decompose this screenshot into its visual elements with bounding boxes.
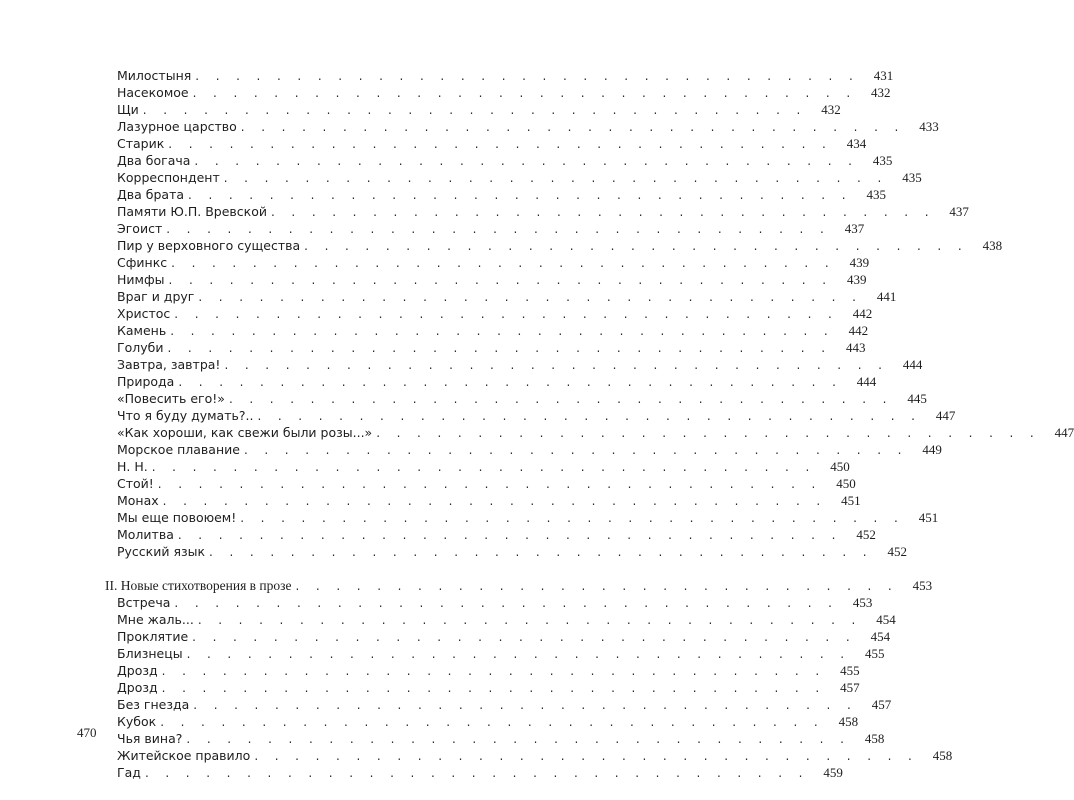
toc-entry bbox=[105, 118, 939, 135]
leader-dots: . . . . . . . . . . . . . . . . . . . . . . . . . . . . . . . . . bbox=[161, 681, 826, 695]
leader-dots: . . . . . . . . . . . . . . . . . . . . . . . . . . . . . . . . . bbox=[142, 103, 807, 117]
section-gap bbox=[105, 560, 457, 577]
leader-dots: . . . . . . . . . . . . . . . . . . . . . . . . . . . . . . . . . bbox=[168, 137, 833, 151]
leader-dots: . . . . . . . . . . . . . . . . . . . . . . . . . . . . . . . . . bbox=[195, 69, 860, 83]
leader-dots: . . . . . . . . . . . . . . . . . . . . . . . . . . . . . . . . . bbox=[170, 324, 835, 338]
entry-page-number: 455 bbox=[865, 646, 885, 661]
entry-title: Памяти Ю.П. Вревской bbox=[117, 204, 267, 219]
leader-dots: . . . . . . . . . . . . . . . . . . . . . . . . . . . . . . . . . bbox=[160, 715, 825, 729]
toc-entry bbox=[105, 424, 1074, 441]
entry-page-number: 431 bbox=[873, 68, 894, 83]
entry-page-number: 453 bbox=[852, 595, 873, 610]
entry-page-number: 447 bbox=[1054, 425, 1074, 440]
entry-page-number: 442 bbox=[852, 306, 873, 321]
leader-dots: . . . . . . . . . . . . . . . . . . . . . . . . . . . . . . . . . bbox=[376, 426, 1041, 440]
leader-dots: . . . . . . . . . . . . . . . . . . . . . . . . . . . . . . . . . bbox=[194, 154, 859, 168]
leader-dots: . . . . . . . . . . . . . . . . . . . . . . . . . . . . . . . . . bbox=[223, 171, 888, 185]
entry-title: Природа bbox=[117, 374, 175, 389]
entry-title: Эгоист bbox=[117, 221, 163, 236]
entry-title: Завтра, завтра! bbox=[117, 357, 221, 372]
entry-title: Пир у верховного существа bbox=[117, 238, 301, 253]
leader-dots: . . . . . . . . . . . . . . . . . . . . . . . . . . . . . . . . . bbox=[240, 120, 905, 134]
entry-title: Лазурное царство bbox=[117, 119, 237, 134]
entry-page-number: 433 bbox=[919, 119, 939, 134]
toc-part-heading bbox=[105, 577, 933, 594]
toc-entry bbox=[105, 220, 865, 237]
toc-entry bbox=[105, 611, 896, 628]
entry-page-number: 434 bbox=[846, 136, 867, 151]
leader-dots: . . . . . . . . . . . . . . . . . . . . . . . . . . . . . . . . . bbox=[228, 392, 893, 406]
leader-dots: . . . . . . . . . . . . . . . . . . . . . . . . . . . . . . . . . bbox=[224, 358, 889, 372]
toc-entry bbox=[105, 169, 922, 186]
toc-entry bbox=[105, 662, 860, 679]
entry-title: Житейское правило bbox=[117, 748, 251, 763]
entry-title: Старик bbox=[117, 136, 165, 151]
entry-title: Встреча bbox=[117, 595, 171, 610]
leader-dots: . . . . . . . . . . . . . . . . . . . . . . . . . . . . . . . . . bbox=[157, 477, 822, 491]
leader-dots: . . . . . . . . . . . . . . . . . . . . . . . . . . . . . . . . . bbox=[162, 494, 827, 508]
table-of-contents bbox=[105, 67, 1074, 781]
entry-page-number: 442 bbox=[848, 323, 869, 338]
entry-title: «Как хороши, как свежи были розы...» bbox=[117, 425, 373, 440]
entry-title: Морское плавание bbox=[117, 442, 240, 457]
entry-page-number: 438 bbox=[982, 238, 1003, 253]
leader-dots: . . . . . . . . . . . . . . . . . . . . . . . . . . . . . . . . . bbox=[151, 460, 816, 474]
entry-page-number: 439 bbox=[849, 255, 870, 270]
entry-page-number: 450 bbox=[830, 459, 850, 474]
entry-title: Чья вина? bbox=[117, 731, 183, 746]
entry-page-number: 435 bbox=[866, 187, 886, 202]
entry-title: Два брата bbox=[117, 187, 185, 202]
entry-title: Гад bbox=[117, 765, 141, 780]
leader-dots: . . . . . . . . . . . . . . . . . . . . . . . . . . . . . . . . . bbox=[198, 290, 863, 304]
entry-title: Дрозд bbox=[117, 663, 158, 678]
entry-page-number: 459 bbox=[823, 765, 843, 780]
leader-dots: . . . . . . . . . . . . . . . . . . . . . . . . . . . . . . . . . bbox=[188, 188, 852, 202]
toc-entry bbox=[105, 679, 860, 696]
leader-dots: . . . . . . . . . . . . . . . . . . . . . . . . . . . . . . . . . bbox=[167, 341, 832, 355]
toc-entry bbox=[105, 373, 877, 390]
entry-title: Христос bbox=[117, 306, 171, 321]
entry-page-number: 437 bbox=[844, 221, 865, 236]
leader-dots: . . . . . . . . . . . . . . . . . . . . . . . . . . . . . . . . . bbox=[197, 613, 862, 627]
toc-entry bbox=[105, 339, 866, 356]
entry-title: Мне жаль... bbox=[117, 612, 194, 627]
leader-dots: . . . . . . . . . . . . . . . . . . . . . . . . . . . . . . . . . bbox=[168, 273, 833, 287]
entry-title: Стой! bbox=[117, 476, 154, 491]
entry-page-number: 455 bbox=[840, 663, 860, 678]
toc-entry bbox=[105, 628, 891, 645]
entry-title: «Повесить его!» bbox=[117, 391, 225, 406]
toc-entry bbox=[105, 713, 859, 730]
toc-entry bbox=[105, 152, 893, 169]
entry-page-number: 435 bbox=[902, 170, 922, 185]
toc-entry bbox=[105, 730, 885, 747]
entry-title: Камень bbox=[117, 323, 167, 338]
entry-page-number: 458 bbox=[932, 748, 953, 763]
toc-entry bbox=[105, 322, 869, 339]
leader-dots: . . . . . . . . . . . . . . . . . . . . . . . . . . . . . . . . . bbox=[240, 511, 905, 525]
entry-title: Два богача bbox=[117, 153, 191, 168]
entry-page-number: 452 bbox=[887, 544, 907, 559]
entry-title: Корреспондент bbox=[117, 170, 220, 185]
toc-entry bbox=[105, 356, 923, 373]
toc-entry bbox=[105, 203, 969, 220]
entry-page-number: 454 bbox=[876, 612, 896, 627]
leader-dots: . . . . . . . . . . . . . . . . . . . . . . . . . . . . . . . . . bbox=[174, 307, 839, 321]
entry-page-number: 450 bbox=[836, 476, 856, 491]
toc-entry bbox=[105, 526, 876, 543]
part-page-number: 453 bbox=[912, 578, 933, 593]
toc-entry bbox=[105, 271, 867, 288]
entry-title: Русский язык bbox=[117, 544, 206, 559]
entry-page-number: 458 bbox=[864, 731, 885, 746]
leader-dots: . . . . . . . . . . . . . . . . . . . . . . . . . . . . . . . . . bbox=[192, 630, 857, 644]
entry-page-number: 449 bbox=[922, 442, 942, 457]
entry-title: Дрозд bbox=[117, 680, 158, 695]
entry-title: Враг и друг bbox=[117, 289, 195, 304]
entry-page-number: 447 bbox=[935, 408, 956, 423]
entry-page-number: 452 bbox=[856, 527, 876, 542]
toc-entry bbox=[105, 237, 1003, 254]
leader-dots: . . . . . . . . . . . . . . . . . . . . . . . . . . . . . . . . . bbox=[186, 732, 851, 746]
toc-entry bbox=[105, 67, 894, 84]
entry-page-number: 457 bbox=[840, 680, 860, 695]
entry-page-number: 458 bbox=[838, 714, 859, 729]
entry-title: Сфинкс bbox=[117, 255, 168, 270]
toc-entry bbox=[105, 492, 861, 509]
toc-entry bbox=[105, 305, 873, 322]
entry-page-number: 441 bbox=[876, 289, 897, 304]
toc-entry bbox=[105, 101, 841, 118]
entry-page-number: 444 bbox=[902, 357, 923, 372]
entry-page-number: 454 bbox=[870, 629, 891, 644]
entry-page-number: 451 bbox=[918, 510, 939, 525]
leader-dots: . . . . . . . . . . . . . . . . . . . . . . . . . . . . . . . . . bbox=[177, 528, 842, 542]
entry-title: Кубок bbox=[117, 714, 157, 729]
leader-dots: . . . . . . . . . . . . . . . . . . . . . . . . . . . . . . . . . bbox=[257, 409, 922, 423]
leader-dots: . . . . . . . . . . . . . . . . . . . . . . . . . . . . . . . . . bbox=[209, 545, 873, 559]
entry-title: Близнецы bbox=[117, 646, 183, 661]
entry-title: Проклятие bbox=[117, 629, 189, 644]
toc-entry bbox=[105, 509, 939, 526]
entry-title: Без гнезда bbox=[117, 697, 190, 712]
toc-entry bbox=[105, 407, 956, 424]
leader-dots: . . . . . . . . . . . . . . . . . . . . . . . . . . . . . . . . . bbox=[161, 664, 826, 678]
entry-page-number: 445 bbox=[907, 391, 927, 406]
leader-dots: . . . . . . . . . . . . . . . . . . . . . . . . . . . . . . . . . bbox=[186, 647, 851, 661]
toc-entry bbox=[105, 84, 891, 101]
part-title: II. Новые стихотворения в прозе bbox=[105, 578, 292, 593]
toc-entry bbox=[105, 645, 885, 662]
leader-dots: . . . . . . . . . . . . . . . . . . . . . . . . . . . . . . . . . bbox=[174, 596, 839, 610]
toc-entry bbox=[105, 764, 843, 781]
entry-title: Милостыня bbox=[117, 68, 192, 83]
entry-page-number: 432 bbox=[821, 102, 841, 117]
toc-section-1 bbox=[105, 67, 1074, 560]
toc-entry bbox=[105, 594, 873, 611]
entry-title: Щи bbox=[117, 102, 139, 117]
entry-page-number: 435 bbox=[872, 153, 893, 168]
leader-dots: . . . . . . . . . . . . . . . . . . . . . . . . . . . . . . . . . bbox=[243, 443, 908, 457]
leader-dots: . . . . . . . . . . . . . . . . . . . . . . . . . . . . . . . . . bbox=[254, 749, 919, 763]
toc-entry bbox=[105, 135, 867, 152]
entry-title: Насекомое bbox=[117, 85, 189, 100]
toc-entry bbox=[105, 475, 856, 492]
entry-page-number: 437 bbox=[949, 204, 969, 219]
page-number: 470 bbox=[77, 725, 97, 740]
entry-title: Молитва bbox=[117, 527, 174, 542]
leader-dots: . . . . . . . . . . . . . . . . . . . . . . . . . . . . . . . . . bbox=[144, 766, 809, 780]
toc-entry bbox=[105, 696, 892, 713]
entry-title: Монах bbox=[117, 493, 159, 508]
toc-entry bbox=[105, 288, 897, 305]
entry-title: Что я буду думать?.. bbox=[117, 408, 254, 423]
leader-dots: . . . . . . . . . . . . . . . . . . . . . . . . . . . . . . . . . bbox=[270, 205, 935, 219]
toc-entry bbox=[105, 254, 870, 271]
entry-page-number: 443 bbox=[845, 340, 866, 355]
leader-dots: . . . . . . . . . . . . . . . . . . . . . . . . . . . . . . . . . bbox=[304, 239, 969, 253]
entry-title: Мы еще повоюем! bbox=[117, 510, 237, 525]
leader-dots: . . . . . . . . . . . . . . . . . . . . . . . . . . . . . . . . . bbox=[192, 86, 857, 100]
entry-page-number: 439 bbox=[846, 272, 867, 287]
leader-dots: . . . . . . . . . . . . . . . . . . . . . . . . . . . . . . bbox=[295, 579, 899, 593]
toc-entry bbox=[105, 747, 953, 764]
entry-page-number: 451 bbox=[841, 493, 861, 508]
toc-entry bbox=[105, 390, 927, 407]
entry-title: Нимфы bbox=[117, 272, 165, 287]
toc-entry bbox=[105, 458, 850, 475]
entry-page-number: 457 bbox=[871, 697, 892, 712]
entry-title: Н. Н. bbox=[117, 459, 148, 474]
toc-entry bbox=[105, 441, 942, 458]
leader-dots: . . . . . . . . . . . . . . . . . . . . . . . . . . . . . . . . . bbox=[178, 375, 843, 389]
entry-page-number: 432 bbox=[871, 85, 891, 100]
toc-entry bbox=[105, 543, 907, 560]
leader-dots: . . . . . . . . . . . . . . . . . . . . . . . . . . . . . . . . . bbox=[193, 698, 858, 712]
leader-dots: . . . . . . . . . . . . . . . . . . . . . . . . . . . . . . . . . bbox=[166, 222, 831, 236]
toc-section-2 bbox=[105, 594, 953, 781]
entry-title: Голуби bbox=[117, 340, 164, 355]
leader-dots: . . . . . . . . . . . . . . . . . . . . . . . . . . . . . . . . . bbox=[171, 256, 836, 270]
entry-page-number: 444 bbox=[856, 374, 877, 389]
toc-entry bbox=[105, 186, 886, 203]
